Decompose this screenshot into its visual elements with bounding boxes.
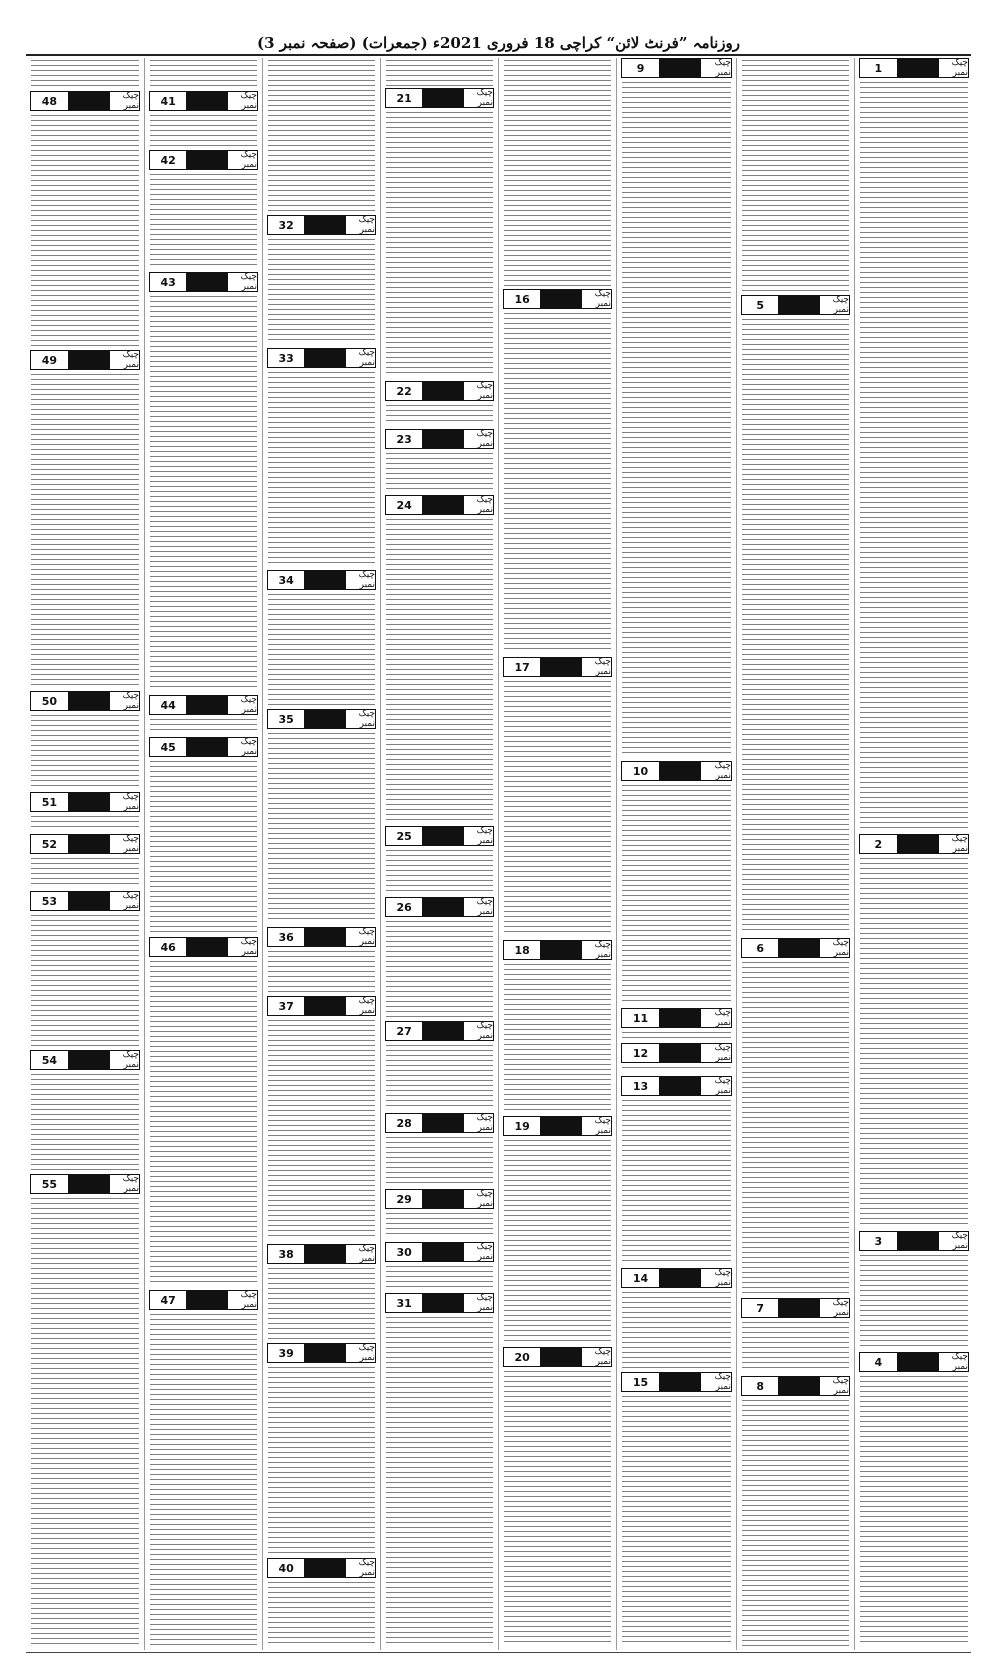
notice-number: 49 (31, 351, 69, 369)
body-text-block (386, 850, 493, 893)
body-text-block (504, 60, 611, 287)
redaction-bar (187, 738, 228, 756)
notice-label: چیک نمبر (714, 1268, 731, 1288)
body-text-block (386, 60, 493, 86)
notice-number: 39 (268, 1344, 305, 1362)
body-text-block (622, 785, 731, 1004)
notice-label: چیک نمبر (358, 215, 375, 235)
notice-header (621, 1372, 732, 1392)
news-column (616, 58, 736, 1650)
body-text-block (504, 681, 611, 936)
notice-number: 5 (742, 296, 779, 314)
notice-label: چیک نمبر (240, 695, 257, 715)
body-text-block (31, 816, 139, 830)
redaction-bar (541, 1117, 582, 1135)
body-text-block (386, 1213, 493, 1238)
notice-header (149, 91, 258, 111)
notice-header (385, 1021, 494, 1041)
news-column (144, 58, 262, 1650)
notice-number: 40 (268, 1559, 305, 1577)
notice-header (267, 996, 376, 1016)
redaction-bar (305, 710, 346, 728)
notice-header (30, 691, 140, 711)
redaction-bar (660, 1009, 701, 1027)
body-text-block (622, 1100, 731, 1264)
notice-header (267, 348, 376, 368)
body-text-block (386, 519, 493, 822)
notice-header (149, 937, 258, 957)
notice-label: چیک نمبر (476, 429, 493, 449)
notice-label: چیک نمبر (714, 1076, 731, 1096)
notice-number: 10 (622, 762, 660, 780)
body-text-block (622, 1067, 731, 1072)
body-text-block (31, 115, 139, 346)
notice-label: چیک نمبر (122, 834, 139, 854)
redaction-bar (187, 938, 228, 956)
redaction-bar (69, 835, 110, 853)
notice-header (621, 1043, 732, 1063)
notice-header (267, 1244, 376, 1264)
notice-header (621, 1076, 732, 1096)
body-text-block (268, 60, 375, 213)
notice-header (30, 1050, 140, 1070)
body-text-block (150, 719, 257, 733)
notice-number: 55 (31, 1175, 69, 1193)
notice-number: 29 (386, 1190, 423, 1208)
notice-number: 23 (386, 430, 423, 448)
notice-header (267, 570, 376, 590)
body-text-block (268, 594, 375, 705)
body-text-block (742, 1400, 849, 1646)
notice-label: چیک نمبر (240, 1290, 257, 1310)
notice-label: چیک نمبر (714, 1372, 731, 1392)
notice-header (385, 1189, 494, 1209)
news-column (498, 58, 616, 1650)
body-text-block (860, 82, 968, 830)
body-text-block (860, 1376, 968, 1646)
redaction-bar (305, 997, 346, 1015)
notice-header (385, 1293, 494, 1313)
body-text-block (622, 1032, 731, 1039)
redaction-bar (305, 349, 346, 367)
notice-label: چیک نمبر (951, 1352, 968, 1372)
notice-label: چیک نمبر (476, 826, 493, 846)
notice-header (503, 657, 612, 677)
body-text-block (386, 453, 493, 491)
redaction-bar (305, 1245, 346, 1263)
notice-header (621, 58, 732, 78)
body-text-block (268, 733, 375, 923)
redaction-bar (423, 827, 464, 845)
redaction-bar (660, 1269, 701, 1287)
notice-header (503, 940, 612, 960)
body-text-block (860, 1255, 968, 1348)
body-text-block (31, 715, 139, 788)
notice-label: چیک نمبر (358, 1244, 375, 1264)
notice-number: 11 (622, 1009, 660, 1027)
masthead-rule (26, 54, 971, 56)
notice-number: 48 (31, 92, 69, 110)
notice-number: 32 (268, 216, 305, 234)
notice-header (267, 709, 376, 729)
notice-number: 52 (31, 835, 69, 853)
notice-label: چیک نمبر (358, 1343, 375, 1363)
notice-label: چیک نمبر (240, 937, 257, 957)
body-text-block (150, 174, 257, 268)
news-column (380, 58, 498, 1650)
body-text-block (386, 921, 493, 1017)
notice-header (859, 1231, 969, 1251)
redaction-bar (660, 1044, 701, 1062)
notice-label: چیک نمبر (358, 1558, 375, 1578)
redaction-bar (423, 1243, 464, 1261)
body-text-block (268, 1268, 375, 1339)
redaction-bar (423, 898, 464, 916)
notice-number: 38 (268, 1245, 305, 1263)
notice-number: 19 (504, 1117, 541, 1135)
notice-label: چیک نمبر (476, 1293, 493, 1313)
notice-label: چیک نمبر (122, 91, 139, 111)
notice-header (741, 938, 850, 958)
redaction-bar (305, 216, 346, 234)
notice-header (621, 761, 732, 781)
notice-number: 6 (742, 939, 779, 957)
body-text-block (860, 858, 968, 1227)
body-text-block (268, 1367, 375, 1554)
redaction-bar (187, 696, 228, 714)
redaction-bar (779, 1377, 820, 1395)
news-column (854, 58, 973, 1650)
notice-header (741, 1298, 850, 1318)
body-text-block (31, 1074, 139, 1170)
notice-number: 16 (504, 290, 541, 308)
notice-number: 42 (150, 151, 187, 169)
notice-label: چیک نمبر (594, 1116, 611, 1136)
notice-number: 15 (622, 1373, 660, 1391)
notice-header (385, 495, 494, 515)
notice-label: چیک نمبر (476, 1021, 493, 1041)
notice-label: چیک نمبر (122, 792, 139, 812)
notice-label: چیک نمبر (832, 938, 849, 958)
notice-label: چیک نمبر (358, 927, 375, 947)
body-text-block (150, 961, 257, 1286)
notice-header (149, 695, 258, 715)
redaction-bar (898, 59, 939, 77)
notice-label: چیک نمبر (358, 709, 375, 729)
notice-number: 33 (268, 349, 305, 367)
notice-header (267, 1343, 376, 1363)
redaction-bar (423, 1294, 464, 1312)
notice-label: چیک نمبر (476, 1113, 493, 1133)
body-text-block (268, 1020, 375, 1240)
redaction-bar (541, 658, 582, 676)
notice-number: 34 (268, 571, 305, 589)
notice-number: 45 (150, 738, 187, 756)
notice-number: 50 (31, 692, 69, 710)
notice-header (859, 1352, 969, 1372)
redaction-bar (423, 496, 464, 514)
notice-header (503, 1347, 612, 1367)
columns-grid (26, 58, 973, 1650)
redaction-bar (898, 1232, 939, 1250)
notice-number: 4 (860, 1353, 898, 1371)
redaction-bar (660, 1077, 701, 1095)
redaction-bar (305, 1344, 346, 1362)
notice-header (30, 792, 140, 812)
notice-number: 43 (150, 273, 187, 291)
notice-number: 20 (504, 1348, 541, 1366)
notice-header (149, 737, 258, 757)
body-text-block (31, 60, 139, 89)
body-text-block (31, 1198, 139, 1646)
notice-header (30, 91, 140, 111)
notice-number: 35 (268, 710, 305, 728)
body-text-block (386, 1317, 493, 1646)
notice-number: 28 (386, 1114, 423, 1132)
notice-number: 37 (268, 997, 305, 1015)
notice-label: چیک نمبر (240, 737, 257, 757)
redaction-bar (187, 151, 228, 169)
notice-number: 53 (31, 892, 69, 910)
notice-label: چیک نمبر (476, 381, 493, 401)
notice-header (30, 834, 140, 854)
notice-header (385, 429, 494, 449)
notice-header (741, 1376, 850, 1396)
notice-number: 31 (386, 1294, 423, 1312)
body-text-block (386, 1137, 493, 1185)
notice-number: 25 (386, 827, 423, 845)
notice-label: چیک نمبر (714, 761, 731, 781)
notice-header (30, 891, 140, 911)
notice-header (741, 295, 850, 315)
redaction-bar (423, 1114, 464, 1132)
body-text-block (31, 858, 139, 887)
body-text-block (268, 951, 375, 992)
notice-number: 7 (742, 1299, 779, 1317)
redaction-bar (187, 92, 228, 110)
redaction-bar (305, 928, 346, 946)
redaction-bar (69, 892, 110, 910)
body-text-block (150, 60, 257, 89)
notice-label: چیک نمبر (832, 1376, 849, 1396)
notice-number: 3 (860, 1232, 898, 1250)
notice-header (267, 215, 376, 235)
body-text-block (504, 1371, 611, 1646)
notice-label: چیک نمبر (122, 350, 139, 370)
body-text-block (150, 761, 257, 933)
notice-number: 47 (150, 1291, 187, 1309)
redaction-bar (305, 571, 346, 589)
body-text-block (31, 915, 139, 1046)
notice-label: چیک نمبر (240, 150, 257, 170)
notice-number: 46 (150, 938, 187, 956)
body-text-block (386, 1266, 493, 1289)
notice-label: چیک نمبر (358, 348, 375, 368)
redaction-bar (69, 351, 110, 369)
redaction-bar (69, 793, 110, 811)
notice-header (385, 1113, 494, 1133)
notice-number: 22 (386, 382, 423, 400)
redaction-bar (69, 1051, 110, 1069)
body-text-block (504, 964, 611, 1112)
body-text-block (742, 60, 849, 293)
body-text-block (386, 405, 493, 425)
notice-label: چیک نمبر (122, 1050, 139, 1070)
notice-header (859, 58, 969, 78)
body-text-block (386, 112, 493, 377)
body-text-block (622, 1396, 731, 1646)
notice-label: چیک نمبر (714, 58, 731, 78)
redaction-bar (660, 762, 701, 780)
notice-header (385, 897, 494, 917)
body-text-block (150, 296, 257, 691)
notice-number: 54 (31, 1051, 69, 1069)
redaction-bar (898, 835, 939, 853)
news-column (26, 58, 144, 1650)
notice-header (385, 381, 494, 401)
body-text-block (150, 1314, 257, 1646)
notice-label: چیک نمبر (714, 1043, 731, 1063)
notice-label: چیک نمبر (476, 897, 493, 917)
notice-number: 12 (622, 1044, 660, 1062)
redaction-bar (541, 290, 582, 308)
notice-label: چیک نمبر (122, 891, 139, 911)
redaction-bar (423, 89, 464, 107)
notice-header (30, 1174, 140, 1194)
redaction-bar (187, 1291, 228, 1309)
redaction-bar (69, 92, 110, 110)
notice-header (621, 1268, 732, 1288)
redaction-bar (423, 430, 464, 448)
notice-number: 21 (386, 89, 423, 107)
notice-header (385, 826, 494, 846)
redaction-bar (779, 296, 820, 314)
bottom-rule (26, 1652, 971, 1653)
redaction-bar (69, 692, 110, 710)
notice-label: چیک نمبر (240, 272, 257, 292)
notice-number: 41 (150, 92, 187, 110)
redaction-bar (660, 1373, 701, 1391)
notice-label: چیک نمبر (122, 691, 139, 711)
notice-header (385, 1242, 494, 1262)
body-text-block (386, 1045, 493, 1109)
notice-header (503, 289, 612, 309)
notice-header (503, 1116, 612, 1136)
notice-header (149, 272, 258, 292)
notice-number: 17 (504, 658, 541, 676)
body-text-block (268, 1582, 375, 1646)
redaction-bar (187, 273, 228, 291)
notice-number: 8 (742, 1377, 779, 1395)
notice-label: چیک نمبر (476, 1242, 493, 1262)
notice-label: چیک نمبر (832, 1298, 849, 1318)
notice-number: 26 (386, 898, 423, 916)
redaction-bar (423, 382, 464, 400)
notice-label: چیک نمبر (594, 940, 611, 960)
redaction-bar (69, 1175, 110, 1193)
redaction-bar (423, 1190, 464, 1208)
notice-label: چیک نمبر (951, 58, 968, 78)
notice-header (859, 834, 969, 854)
redaction-bar (660, 59, 701, 77)
notice-number: 24 (386, 496, 423, 514)
body-text-block (622, 82, 731, 757)
notice-header (385, 88, 494, 108)
notice-number: 14 (622, 1269, 660, 1287)
redaction-bar (541, 1348, 582, 1366)
body-text-block (622, 1292, 731, 1368)
redaction-bar (779, 1299, 820, 1317)
notice-number: 18 (504, 941, 541, 959)
body-text-block (504, 313, 611, 653)
redaction-bar (779, 939, 820, 957)
notice-number: 1 (860, 59, 898, 77)
body-text-block (150, 115, 257, 146)
notice-header (267, 1558, 376, 1578)
notice-number: 2 (860, 835, 898, 853)
masthead (0, 0, 997, 52)
redaction-bar (305, 1559, 346, 1577)
notice-label: چیک نمبر (122, 1174, 139, 1194)
notice-number: 27 (386, 1022, 423, 1040)
notice-label: چیک نمبر (594, 657, 611, 677)
body-text-block (742, 962, 849, 1294)
notice-header (30, 350, 140, 370)
news-column (736, 58, 854, 1650)
body-text-block (504, 1140, 611, 1343)
body-text-block (268, 239, 375, 344)
notice-label: چیک نمبر (476, 88, 493, 108)
body-text-block (742, 1322, 849, 1372)
notice-number: 9 (622, 59, 660, 77)
notice-label: چیک نمبر (951, 1231, 968, 1251)
notice-label: چیک نمبر (358, 996, 375, 1016)
page-title: روزنامہ ”فرنٹ لائن“ کراچی 18 فروری 2021ء (جمعرات) (صفحہ نمبر 3) (256, 34, 741, 52)
notice-number: 36 (268, 928, 305, 946)
notice-number: 13 (622, 1077, 660, 1095)
notice-label: چیک نمبر (594, 289, 611, 309)
notice-header (149, 150, 258, 170)
notice-label: چیک نمبر (714, 1008, 731, 1028)
notice-header (621, 1008, 732, 1028)
notice-label: چیک نمبر (476, 1189, 493, 1209)
body-text-block (742, 319, 849, 934)
notice-label: چیک نمبر (832, 295, 849, 315)
redaction-bar (898, 1353, 939, 1371)
notice-label: چیک نمبر (951, 834, 968, 854)
notice-label: چیک نمبر (594, 1347, 611, 1367)
news-column (262, 58, 380, 1650)
notice-header (267, 927, 376, 947)
notice-number: 51 (31, 793, 69, 811)
body-text-block (268, 372, 375, 566)
notice-header (149, 1290, 258, 1310)
notice-label: چیک نمبر (240, 91, 257, 111)
body-text-block (31, 374, 139, 687)
redaction-bar (423, 1022, 464, 1040)
notice-label: چیک نمبر (358, 570, 375, 590)
notice-label: چیک نمبر (476, 495, 493, 515)
notice-number: 44 (150, 696, 187, 714)
redaction-bar (541, 941, 582, 959)
notice-number: 30 (386, 1243, 423, 1261)
